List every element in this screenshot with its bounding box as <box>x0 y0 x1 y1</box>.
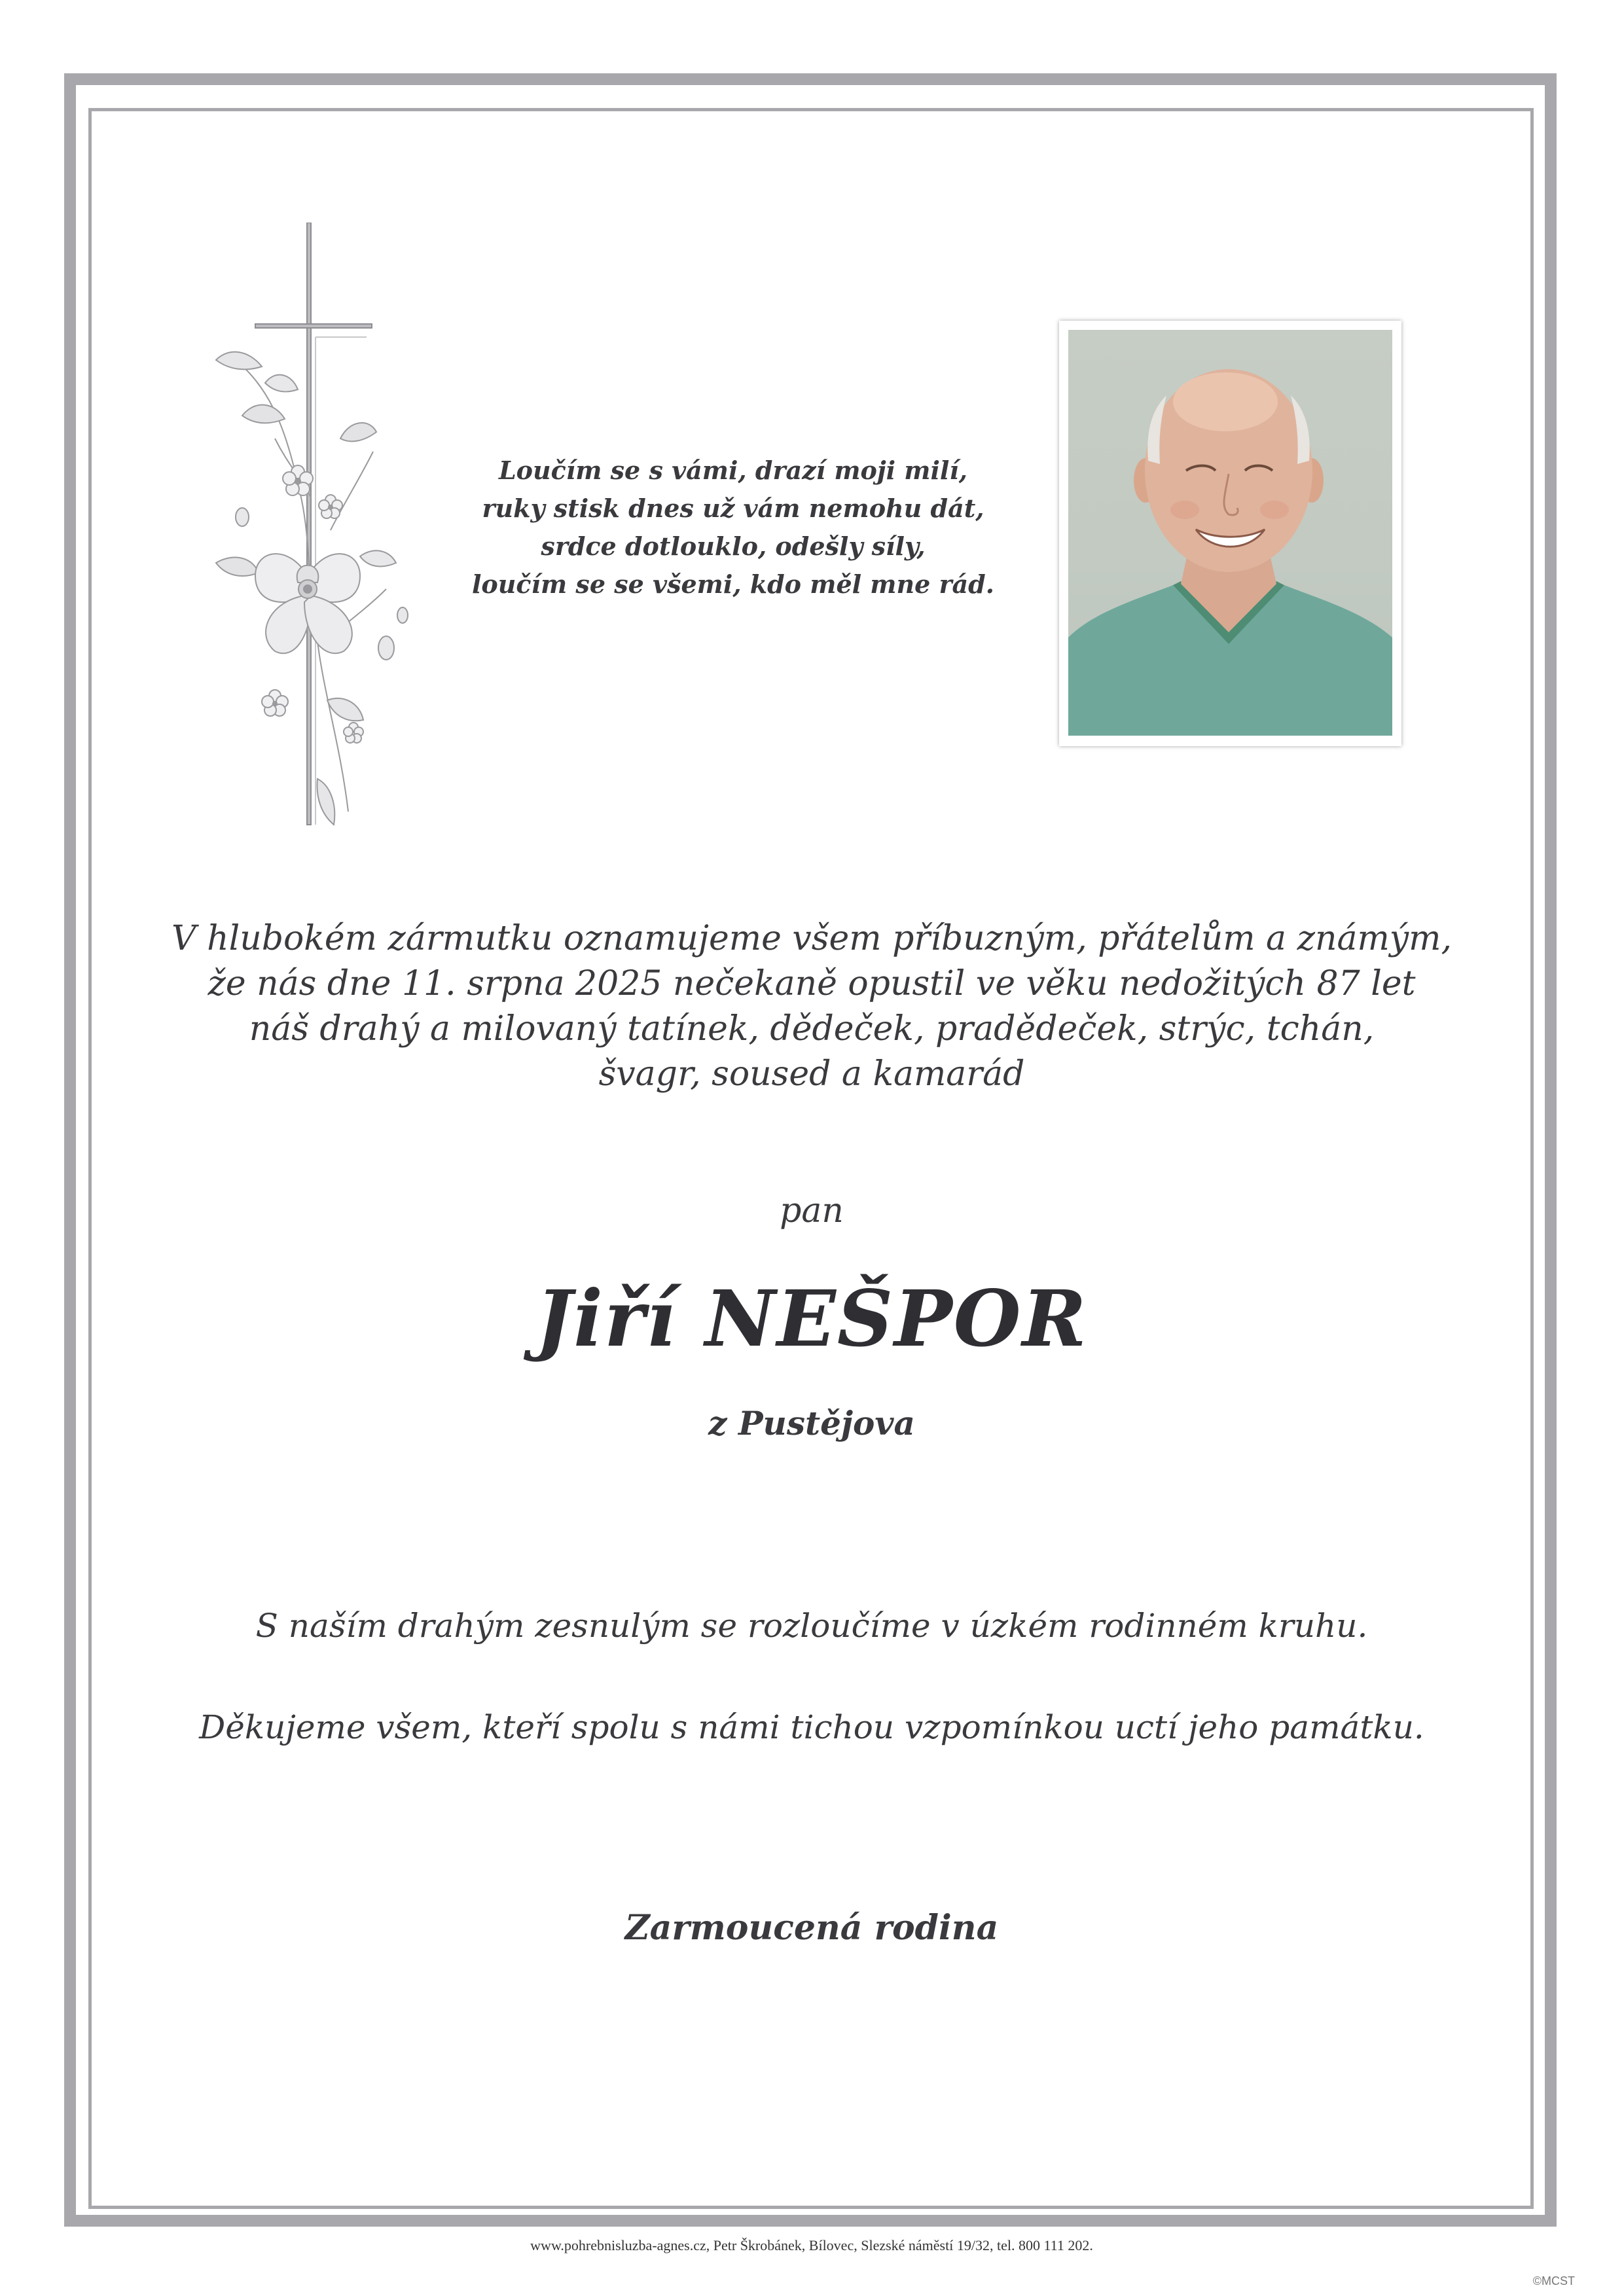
farewell-text: S naším drahým zesnulým se rozloučíme v úzkém rodinném kruhu. <box>255 1607 1368 1645</box>
cross-with-flowers-icon <box>177 223 425 851</box>
footer-contact: www.pohrebnisluzba-agnes.cz, Petr Škrobánek, Bílovec, Slezské náměstí 19/32, tel. 800 111 202. <box>530 2237 1093 2253</box>
announcement-line: náš drahý a milovaný tatínek, dědeček, pradědeček, strýc, tchán, <box>249 1009 1375 1049</box>
copyright-mark: ©MCST <box>1532 2274 1575 2287</box>
announcement-text <box>131 916 1492 1097</box>
poem <box>406 452 1060 603</box>
deceased-origin: z Pustějova <box>708 1404 915 1443</box>
poem-line: Loučím se s vámi, drazí moji milí, <box>498 456 968 485</box>
poem-line: ruky stisk dnes už vám nemohu dát, <box>482 493 984 523</box>
portrait-frame <box>1059 321 1401 746</box>
announcement-line: švagr, soused a kamarád <box>598 1054 1025 1094</box>
announcement-line: že nás dne 11. srpna 2025 nečekaně opustil ve věku nedožitých 87 let <box>208 964 1416 1003</box>
deceased-name: Jiří NEŠPOR <box>535 1273 1088 1364</box>
poem-line: srdce dotlouklo, odešly síly, <box>541 531 926 561</box>
announcement-line: V hlubokém zármutku oznamujeme všem příbuzným, přátelům a známým, <box>171 919 1452 958</box>
portrait-photo <box>1068 330 1392 736</box>
honorific: pan <box>780 1191 844 1230</box>
poem-line: loučím se se všemi, kdo měl mne rád. <box>472 569 994 599</box>
thanks-text: Děkujeme všem, kteří spolu s námi tichou vzpomínkou uctí jeho památku. <box>199 1708 1424 1746</box>
signature: Zarmoucená rodina <box>624 1908 999 1948</box>
